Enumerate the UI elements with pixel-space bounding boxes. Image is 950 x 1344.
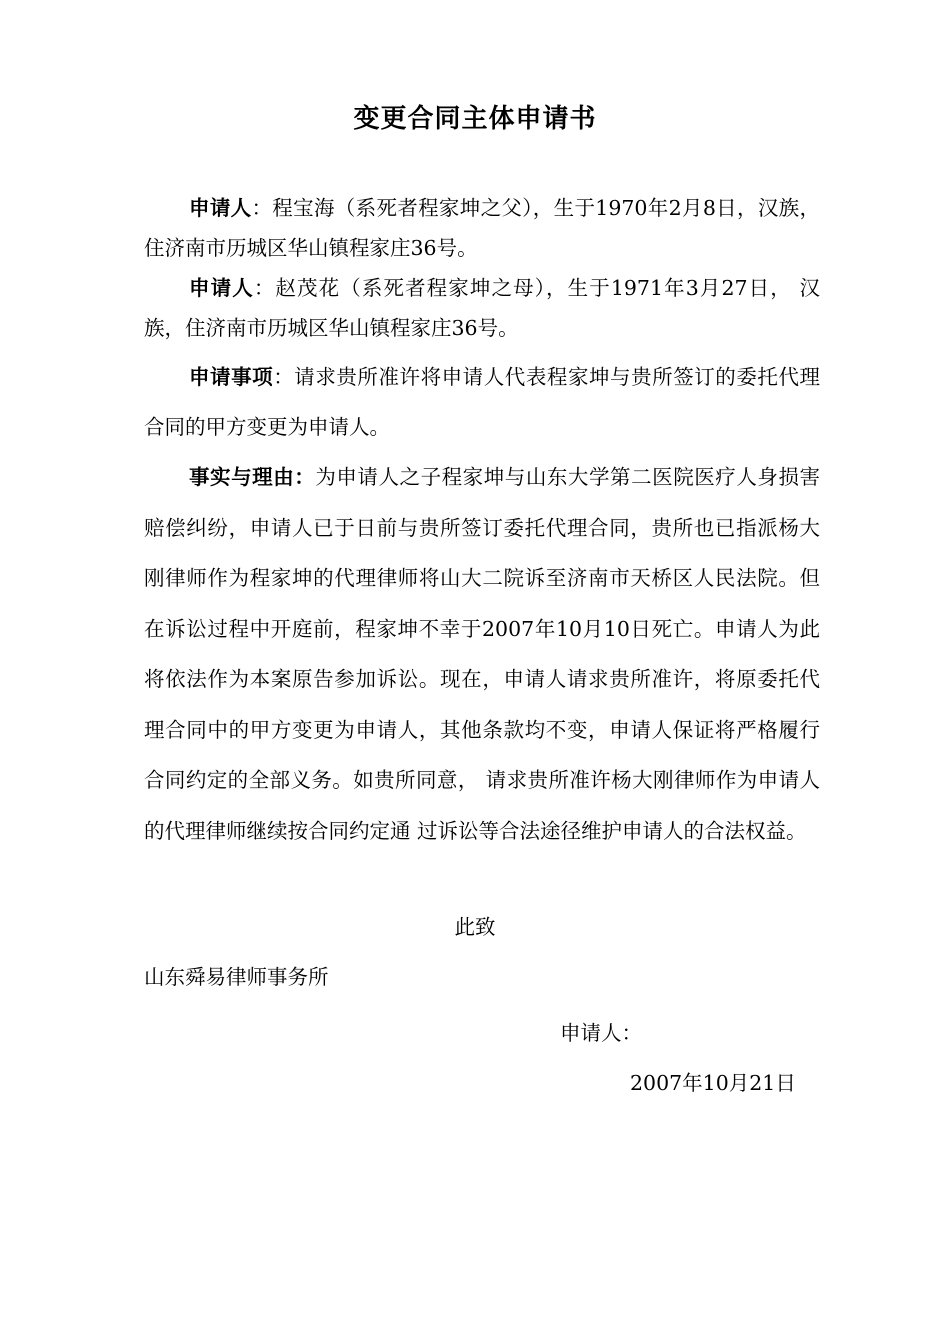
document-title: 变更合同主体申请书: [353, 104, 597, 134]
facts-text: 为申请人之子程家坤与山东大学第二医院医疗人身损害赔偿纠纷，申请人已于日前与贵所签订委托代理合同，贵所也已指派杨大刚律师作为程家坤的代理律师将山大二院诉至济南市天桥区人民法院。但在诉讼过程中开庭前，程家坤不幸于2007年10月10日死亡。申请人为此将依法作为本案原告参加诉讼。现在，申请人请求贵所准许，将原委托代理合同中的甲方变更为申请人，其他条款均不变，申请人保证将严格履行合同约定的全部义务。如贵所同意， 请求贵所准许杨大刚律师作为申请人的代理律师继续按合同约定通 过诉讼等合法途径维护申请人的合法权益。: [144, 465, 821, 843]
applicant-father-paragraph: [144, 188, 820, 268]
signature-label: 申请人：: [560, 1021, 642, 1045]
request-label: 申请事项: [189, 365, 274, 389]
applicant-mother-paragraph: [144, 268, 820, 348]
facts-paragraph: [144, 452, 820, 856]
applicant-father-label: 申请人: [189, 196, 252, 220]
applicant-mother-text: ：赵茂花（系死者程家坤之母），生于1971年3月27日， 汉族，住济南市历城区华山镇程家庄36号。: [144, 276, 821, 340]
closing-salutation: 此致: [454, 915, 496, 939]
request-paragraph: [144, 352, 820, 452]
request-text: ：请求贵所准许将申请人代表程家坤与贵所签订的委托代理合同的甲方变更为申请人。: [144, 365, 821, 439]
recipient-firm: 山东舜易律师事务所: [144, 965, 329, 989]
signature-date: 2007年10月21日: [630, 1071, 796, 1095]
facts-label: 事实与理由：: [189, 465, 316, 489]
applicant-father-text: ：程宝海（系死者程家坤之父），生于1970年2月8日，汉族，住济南市历城区华山镇程家庄36号。: [144, 196, 820, 260]
applicant-mother-label: 申请人: [189, 276, 254, 300]
